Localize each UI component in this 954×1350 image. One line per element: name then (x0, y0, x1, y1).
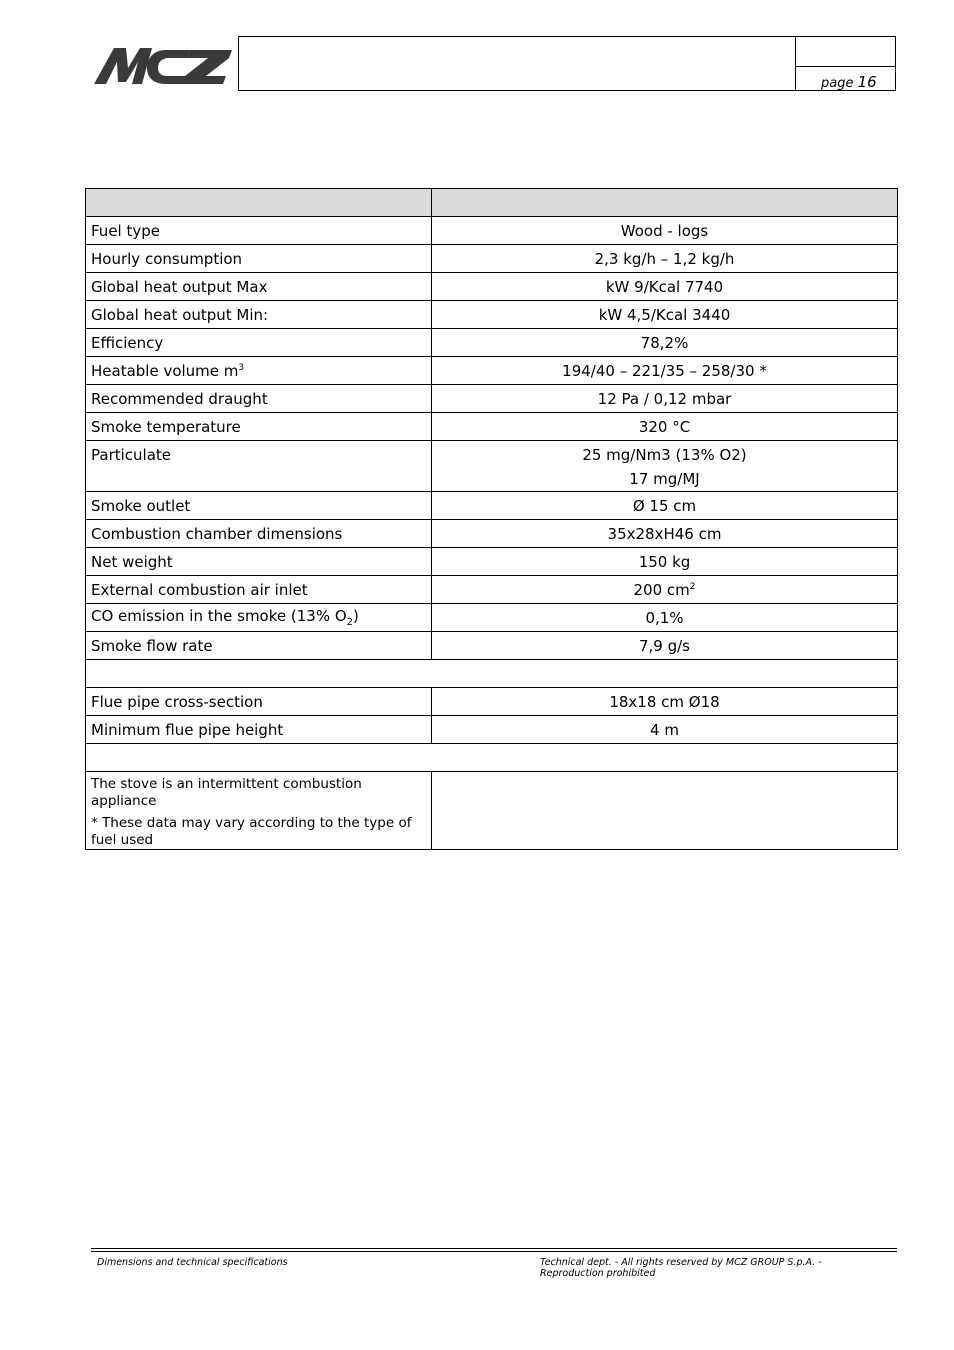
row-label: Efficiency (86, 329, 432, 357)
row-label: CO emission in the smoke (13% $O_2$) (86, 604, 432, 632)
row-value: 200 $cm^2$ (432, 576, 898, 604)
note-intermittent: The stove is an intermittent combustion appliance (91, 776, 362, 809)
row-value: 25 mg/Nm3 (13% O2) 17 mg/MJ (432, 441, 898, 492)
row-value: 4 m (432, 716, 898, 744)
row-value: 12 Pa / 0,12 mbar (432, 385, 898, 413)
table-row (86, 245, 898, 273)
row-label: Combustion chamber dimensions (86, 520, 432, 548)
row-label: Smoke flow rate (86, 632, 432, 660)
mcz-logo (92, 42, 234, 88)
table-row (86, 716, 898, 744)
row-label: Hourly consumption (86, 245, 432, 273)
table-row (86, 441, 898, 492)
row-label: Global heat output Max (86, 273, 432, 301)
row-value: 35x28xH46 cm (432, 520, 898, 548)
table-row (86, 385, 898, 413)
footer-left-text: Dimensions and technical specifications (97, 1257, 288, 1268)
row-value: kW 4,5/Kcal 3440 (432, 301, 898, 329)
row-label: Flue pipe cross-section (86, 688, 432, 716)
row-value: 2,3 kg/h – 1,2 kg/h (432, 245, 898, 273)
table-header-row (86, 189, 898, 217)
table-row (86, 576, 898, 604)
row-value: Ø 15 cm (432, 492, 898, 520)
page-prefix: page (821, 76, 854, 91)
row-label: External combustion air inlet (86, 576, 432, 604)
table-row (86, 357, 898, 385)
table-row (86, 301, 898, 329)
row-value: kW 9/Kcal 7740 (432, 273, 898, 301)
footer-right-text: Technical dept. - All rights reserved by MCZ GROUP S.p.A. - Reproduction prohibited (540, 1257, 822, 1279)
row-label: Net weight (86, 548, 432, 576)
row-value: 150 kg (432, 548, 898, 576)
row-label: Global heat output Min: (86, 301, 432, 329)
row-value: Wood - logs (432, 217, 898, 245)
row-value: 78,2% (432, 329, 898, 357)
header-box (238, 36, 896, 91)
table-spacer-row (86, 660, 898, 688)
table-row (86, 273, 898, 301)
row-value: 194/40 – 221/35 – 258/30 * (432, 357, 898, 385)
notes-cell (86, 772, 432, 850)
table-spacer-row (86, 744, 898, 772)
table-row (86, 492, 898, 520)
header-divider-vertical (795, 37, 796, 90)
table-row (86, 413, 898, 441)
row-value: 7,9 g/s (432, 632, 898, 660)
page-indicator (821, 73, 877, 91)
table-row (86, 632, 898, 660)
table-notes-row (86, 772, 898, 850)
row-value: 18x18 cm Ø18 (432, 688, 898, 716)
footer-rule (91, 1248, 897, 1249)
row-label: Smoke outlet (86, 492, 432, 520)
row-label: Recommended draught (86, 385, 432, 413)
row-label: Smoke temperature (86, 413, 432, 441)
table-row (86, 688, 898, 716)
row-value: 320 °C (432, 413, 898, 441)
row-value: 0,1% (432, 604, 898, 632)
table-row (86, 548, 898, 576)
note-fuel-variation: * These data may vary according to the type of fuel used (91, 815, 412, 848)
row-label: Heatable volume $m^3$ (86, 357, 432, 385)
table-row (86, 217, 898, 245)
page-number: 16 (857, 73, 877, 91)
header-divider-horizontal (795, 66, 895, 67)
spec-table (85, 188, 898, 850)
row-label: Particulate (86, 441, 432, 492)
row-label: Fuel type (86, 217, 432, 245)
table-row (86, 329, 898, 357)
footer-rule (91, 1251, 897, 1252)
table-row (86, 520, 898, 548)
row-label: Minimum flue pipe height (86, 716, 432, 744)
table-row (86, 604, 898, 632)
